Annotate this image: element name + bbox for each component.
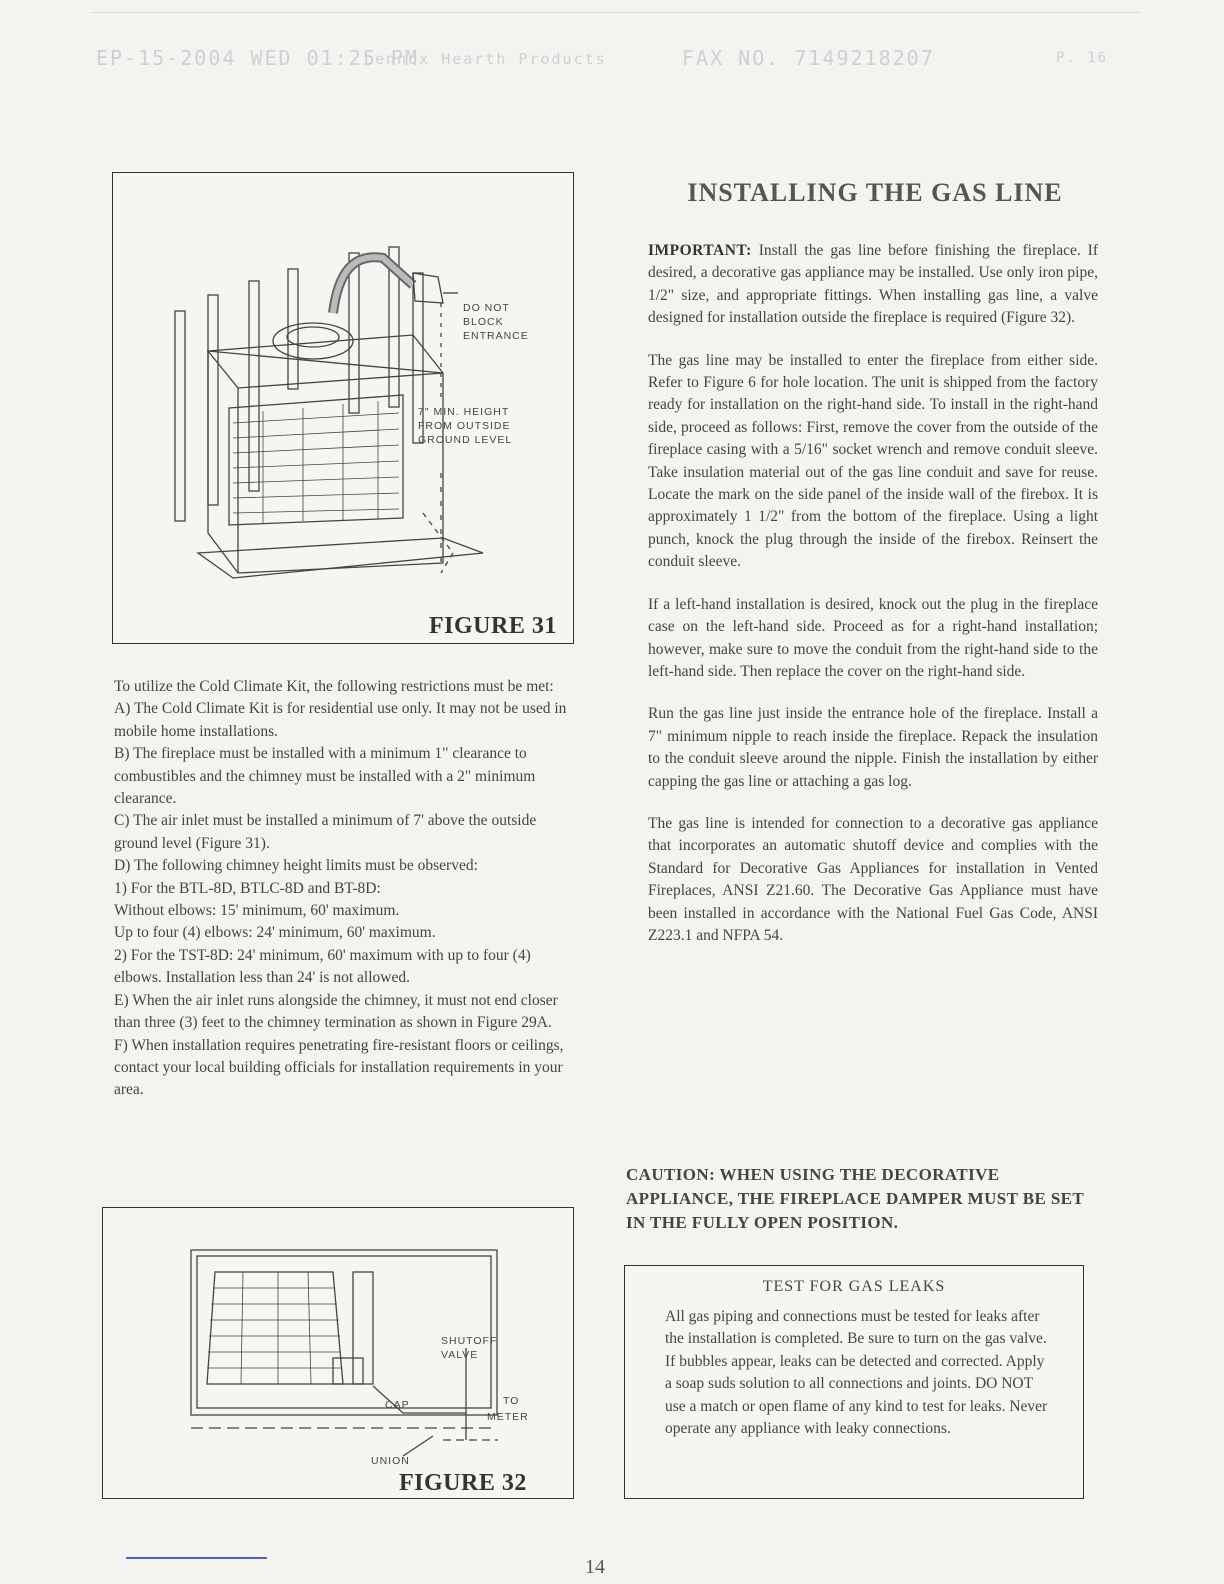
important-lead: IMPORTANT:: [648, 242, 752, 259]
restriction-d1-no-elbows: Without elbows: 15' minimum, 60' maximum.: [114, 902, 400, 920]
right-hand-install-paragraph: The gas line may be installed to enter the fireplace from either side. Refer to Figure 6 for hole location. The unit is shipped from the factory ready for installation on the right-hand side. To install in the right-hand side, proceed as follows: First, remove the cover from the outside of the fireplace casing with a 5/16" socket wrench and remove conduit sleeve. Take insulation material out of the gas line conduit and save for reuse. Locate the mark on the side panel of the inside wall of the firebox. It is approximately 1 1/2" from the bottom of the fireplace. Using a light punch, knock the plug through the inside of the firebox. Reinsert the conduit sleeve.: [648, 351, 1098, 571]
top-rule: [90, 12, 1140, 13]
restriction-d1-four-elbows: Up to four (4) elbows: 24' minimum, 60' maximum.: [114, 924, 436, 942]
figure-31: [112, 172, 574, 644]
fig32-label-cap: CAP: [385, 1399, 410, 1411]
fig32-label-shutoff: SHUTOFF: [441, 1335, 498, 1347]
restriction-d: D) The following chimney height limits must be observed:: [114, 857, 478, 875]
figure-32: [102, 1207, 574, 1499]
fig31-label-block: BLOCK: [463, 316, 504, 328]
cold-climate-kit-restrictions: [114, 676, 572, 1102]
caution-notice: CAUTION: WHEN USING THE DECORATIVE APPLIANCE, THE FIREPLACE DAMPER MUST BE SET IN THE FULLY OPEN POSITION.: [626, 1165, 1084, 1232]
fax-page: P. 16: [1056, 50, 1109, 66]
figure-31-caption: FIGURE 31: [429, 613, 557, 639]
page-number: 14: [585, 1556, 605, 1578]
fig32-label-meter: METER: [487, 1411, 529, 1423]
gas-leak-test-box: [624, 1265, 1084, 1499]
restriction-d1: 1) For the BTL-8D, BTLC-8D and BT-8D:: [114, 879, 381, 897]
fig32-label-union: UNION: [371, 1455, 410, 1467]
leak-box-title: TEST FOR GAS LEAKS: [762, 1278, 946, 1295]
figure-32-drawing: [103, 1208, 573, 1498]
restriction-d2: 2) For the TST-8D: 24' minimum, 60' maximum with up to four (4) elbows. Installation less than 24' is not allowed.: [114, 946, 531, 987]
restriction-e: E) When the air inlet runs alongside the chimney, it must not end closer than three (3) feet to the chimney termination as shown in Figure 29A.: [114, 991, 558, 1032]
fax-company: Lennox Hearth Products: [364, 50, 607, 68]
decorative-appliance-paragraph: The gas line is intended for connection to a decorative gas appliance that incorporates an automatic shutoff device and complies with the Standard for Decorative Gas Appliances for installation in Vented Fireplaces, ANSI Z21.60. The Decorative Gas Appliance must have been installed in accordance with the National Fuel Gas Code, ANSI Z223.1 and NFPA 54.: [648, 814, 1098, 944]
restriction-b: B) The fireplace must be installed with a minimum 1" clearance to combustibles and the chimney must be installed with a 2" minimum clearance.: [114, 745, 536, 808]
fig32-label-to: TO: [503, 1395, 520, 1407]
section-title: INSTALLING THE GAS LINE: [687, 178, 1063, 207]
left-hand-install-paragraph: If a left-hand installation is desired, knock out the plug in the fireplace case on the left-hand side. Proceed as for a right-hand installation; however, make sure to move the conduit from the right-hand side to the left-hand side. Then replace the cover on the right-hand side.: [648, 595, 1098, 680]
important-body: Install the gas line before finishing the fireplace. If desired, a decorative gas appliance may be installed. Use only iron pipe, 1/2" size, and appropriate fittings. When installing gas line, a valve designed for installation outside the fireplace is required (Figure 32).: [648, 242, 1099, 327]
fig31-label-from-outside: FROM OUTSIDE: [418, 420, 511, 432]
restrictions-intro: To utilize the Cold Climate Kit, the following restrictions must be met:: [114, 678, 554, 695]
fig31-label-do-not: DO NOT: [463, 302, 510, 314]
restriction-c: C) The air inlet must be installed a minimum of 7' above the outside ground level (Figure 31).: [114, 812, 537, 852]
restriction-a: A) The Cold Climate Kit is for residential use only. It may not be used in mobile home installations.: [114, 700, 567, 740]
restriction-f: F) When installation requires penetrating fire-resistant floors or ceilings, contact your local building officials for installation requirements in your area.: [114, 1036, 564, 1099]
fig32-label-valve: VALVE: [441, 1349, 479, 1361]
figure-32-caption: FIGURE 32: [399, 1470, 527, 1496]
fax-date-time: EP-15-2004 WED 01:25 PM: [96, 46, 419, 70]
link-underline: [126, 1557, 267, 1559]
fig31-label-entrance: ENTRANCE: [463, 330, 529, 342]
run-gas-line-paragraph: Run the gas line just inside the entrance hole of the fireplace. Install a 7" minimum nipple to reach inside the fireplace. Repack the insulation to the conduit sleeve around the nipple. Finish the installation by either capping the gas line or attaching a gas log.: [648, 705, 1098, 790]
important-paragraph: [648, 240, 1098, 330]
figure-31-drawing: [113, 173, 573, 643]
fax-number: FAX NO. 7149218207: [682, 46, 935, 70]
gas-line-instructions: [648, 240, 1098, 967]
leak-box-text: All gas piping and connections must be tested for leaks after the installation is completed. Be sure to turn on the gas valve. If bubbles appear, leaks can be detected and corrected. Apply a soap suds solution to all connections and joints. DO NOT use a match or open flame of any kind to test for leaks. Never operate any appliance with leaky connections.: [665, 1308, 1048, 1438]
fig31-label-ground-level: GROUND LEVEL: [418, 434, 513, 446]
fig31-label-min-height: 7" MIN. HEIGHT: [418, 406, 510, 418]
